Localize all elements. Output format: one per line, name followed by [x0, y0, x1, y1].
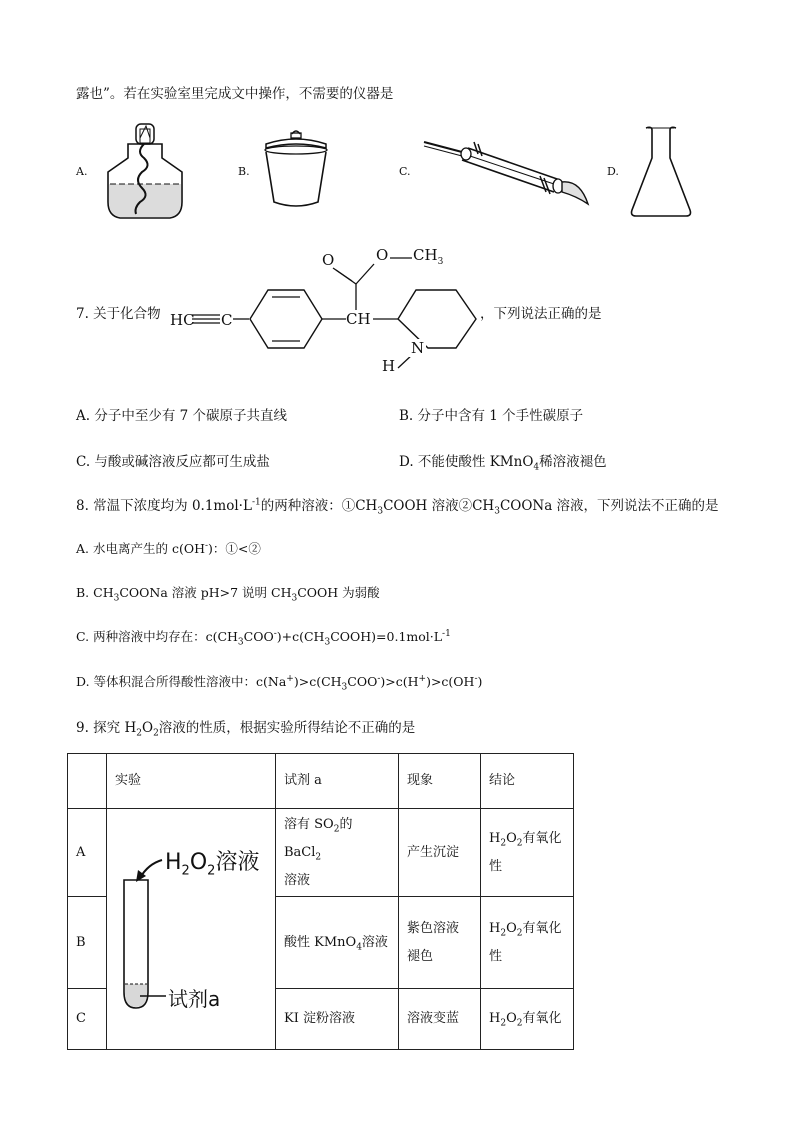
row-b-reagent: 酸性 KMnO$_4$溶液	[276, 897, 399, 989]
row-a-phenomenon: 产生沉淀	[399, 809, 481, 897]
q7-option-b: B. 分子中含有 1 个手性碳原子	[399, 408, 584, 424]
table-header-row	[68, 754, 574, 809]
row-c-phenomenon: 溶液变蓝	[399, 989, 481, 1050]
row-b-phenomenon: 紫色溶液 褪色	[399, 897, 481, 989]
q7-stem-after: ，下列说法正确的是	[480, 306, 602, 322]
header-conclusion: 结论	[481, 754, 574, 809]
q7-option-a: A. 分子中至少有 7 个碳原子共直线	[76, 408, 288, 424]
row-c-conclusion: $H_2O_2$有氧化	[481, 989, 574, 1050]
reagent-a-label: 试剂a	[168, 987, 221, 1011]
carbonyl-o-label: O	[322, 251, 335, 269]
methyl-label: $CH_3$	[413, 246, 444, 267]
option-c-label: C.	[399, 165, 411, 178]
q8-option-c: C. 两种溶液中均存在：$c(CH_3COO^-)+c(CH_3COOH)=0.1mol\cdot L^{-1}$	[76, 628, 451, 648]
nitrogen-label: N	[411, 339, 425, 357]
alkyne-c-label: C	[221, 311, 233, 329]
q7-option-c: C. 与酸或碱溶液反应都可生成盐	[76, 454, 270, 470]
header-experiment: 实验	[107, 754, 276, 809]
row-id: B	[68, 897, 107, 989]
ester-o-label: O	[376, 246, 389, 264]
header-phenomenon: 现象	[399, 754, 481, 809]
row-id: C	[68, 989, 107, 1050]
row-a-reagent: 溶有 $SO_2$的 BaCl$_2$ 溶液	[276, 809, 399, 897]
alkyne-hc-label: HC	[170, 311, 195, 329]
q8-option-d: D. 等体积混合所得酸性溶液中：$c(Na^+)>c(CH_3COO^-)>c(H^+)>c(OH^-)$	[76, 673, 483, 693]
header-reagent: 试剂 a	[276, 754, 399, 809]
q8-option-a: A. 水电离产生的 c(OH-)：①<②	[76, 540, 261, 556]
row-b-conclusion: $H_2O_2$有氧化 性	[481, 897, 574, 989]
q8-option-b: B. $CH_3COONa$ 溶液 pH>7 说明 $CH_3COOH$ 为弱酸	[76, 585, 380, 604]
h2o2-solution-label: $H_2O_2$溶液	[165, 850, 260, 879]
nh-hydrogen-label: H	[382, 357, 396, 375]
row-a-conclusion: $H_2O_2$有氧化 性	[481, 809, 574, 897]
ch-label: CH	[346, 310, 371, 328]
q8-stem: 8. 常温下浓度均为 $0.1mol\cdot L^{-1}$的两种溶液：$①CH_3COOH$ 溶液$②CH_3COONa$ 溶液，下列说法不正确的是	[76, 497, 719, 517]
q9-stem: 9. 探究 $H_2O_2$溶液的性质，根据实验所得结论不正确的是	[76, 720, 416, 739]
option-b-label: B.	[238, 165, 250, 178]
q7-option-d: D. 不能使酸性 KMnO$_4$稀溶液褪色	[399, 454, 607, 473]
option-d-label: D.	[607, 165, 619, 178]
row-c-reagent: KI 淀粉溶液	[276, 989, 399, 1050]
row-id: A	[68, 809, 107, 897]
q7-stem-before: 7. 关于化合物	[76, 306, 161, 322]
option-a-label: A.	[76, 165, 88, 178]
structure-skeleton	[0, 0, 794, 420]
intro-text: 露也”。若在实验室里完成文中操作，不需要的仪器是	[76, 86, 394, 102]
